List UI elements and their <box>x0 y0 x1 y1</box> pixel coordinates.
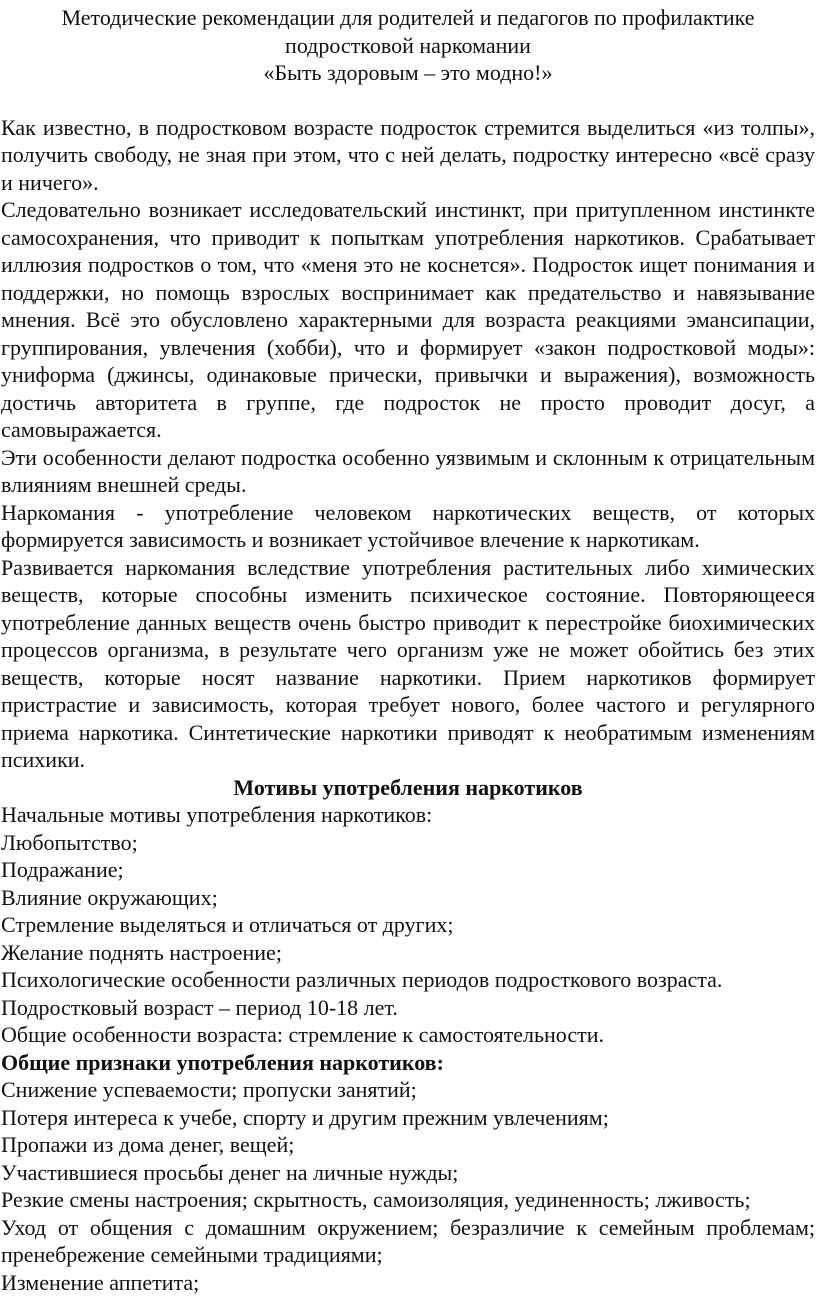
signs-heading: Общие признаки употребления наркотиков: <box>1 1049 815 1077</box>
sign-item: Резкие смены настроения; скрытность, самоизоляция, уединенность; лживость; <box>1 1186 815 1214</box>
motive-item: Подростковый возраст – период 10-18 лет. <box>1 994 815 1022</box>
motive-item: Стремление выделяться и отличаться от других; <box>1 911 815 939</box>
motives-intro: Начальные мотивы употребления наркотиков: <box>1 801 815 829</box>
sign-item: Участившиеся просьбы денег на личные нужды; <box>1 1159 815 1187</box>
sign-item: Уход от общения с домашним окружением; безразличие к семейным проблемам; пренебрежение семейными традициями; <box>1 1214 815 1269</box>
paragraph-development: Развивается наркомания вследствие употребления растительных либо химических веществ, которые способны изменить психическое состояние. Повторяющееся употребление данных веществ очень быстро приводит к перестройке биохимических процессов организма, в результате чего организм уже не может обойтись без этих веществ, которые носят название наркотики. Прием наркотиков формирует пристрастие и зависимость, которая требует нового, более частого и регулярного приема наркотика. Синтетические наркотики приводят к необратимым изменениям психики. <box>1 554 815 774</box>
title-line-2: подростковой наркомании <box>1 32 815 60</box>
motive-item: Общие особенности возраста: стремление к самостоятельности. <box>1 1021 815 1049</box>
paragraph-definition: Наркомания - употребление человеком наркотических веществ, от которых формируется зависимость и возникает устойчивое влечение к наркотикам. <box>1 499 815 554</box>
motive-item: Любопытство; <box>1 829 815 857</box>
motive-item: Подражание; <box>1 856 815 884</box>
paragraph-intro: Как известно, в подростковом возрасте подросток стремится выделиться «из толпы», получить свободу, не зная при этом, что с ней делать, подростку интересно «всё сразу и ничего». <box>1 114 815 197</box>
sign-item: Потеря интереса к учебе, спорту и другим прежним увлечениям; <box>1 1104 815 1132</box>
motives-heading: Мотивы употребления наркотиков <box>1 774 815 802</box>
paragraph-instinct: Следовательно возникает исследовательский инстинкт, при притупленном инстинкте самосохранения, что приводит к попыткам употребления наркотиков. Срабатывает иллюзия подростков о том, что «меня это не коснется». Подросток ищет понимания и поддержки, но помощь взрослых воспринимает как предательство и навязывание мнения. Всё это обусловлено характерными для возраста реакциями эмансипации, группирования, увлечения (хобби), что и формирует «закон подростковой моды»: униформа (джинсы, одинаковые прически, привычки и выражения), возможность достичь авторитета в группе, где подросток не просто проводит досуг, а самовыражается. <box>1 196 815 444</box>
paragraph-vulnerability: Эти особенности делают подростка особенно уязвимым и склонным к отрицательным влияниям внешней среды. <box>1 444 815 499</box>
sign-item: Снижение успеваемости; пропуски занятий; <box>1 1076 815 1104</box>
title-line-1: Методические рекомендации для родителей и педагогов по профилактике <box>1 4 815 32</box>
motive-item: Влияние окружающих; <box>1 884 815 912</box>
sign-item: Изменение аппетита; <box>1 1269 815 1296</box>
motive-item: Желание поднять настроение; <box>1 939 815 967</box>
motive-item: Психологические особенности различных периодов подросткового возраста. <box>1 966 815 994</box>
sign-item: Пропажи из дома денег, вещей; <box>1 1131 815 1159</box>
document-title <box>1 4 815 87</box>
title-line-3: «Быть здоровым – это модно!» <box>1 59 815 87</box>
document-page <box>0 4 816 1296</box>
